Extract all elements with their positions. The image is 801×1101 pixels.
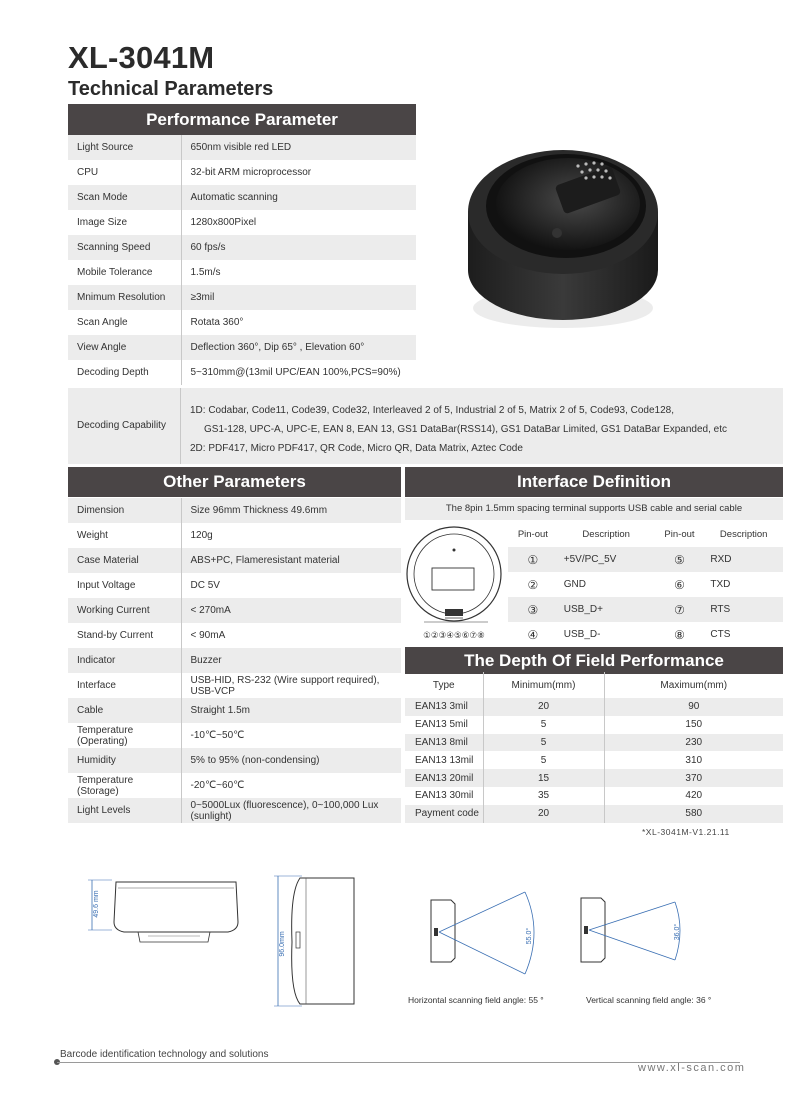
barcode-type: EAN13 8mil — [405, 734, 483, 752]
minimum-depth: 35 — [483, 787, 604, 805]
param-label: CPU — [68, 160, 181, 185]
depth-of-field-table — [405, 672, 783, 823]
table-row — [508, 572, 783, 597]
decoding-capability-row — [68, 388, 783, 464]
vertical-angle-caption: Vertical scanning field angle: 36 ° — [586, 995, 712, 1005]
pin-description: RXD — [704, 547, 783, 572]
table-row — [508, 547, 783, 572]
maximum-depth: 230 — [604, 734, 783, 752]
minimum-depth: 5 — [483, 716, 604, 734]
table-row — [68, 773, 401, 798]
pin-number: ⑥ — [674, 577, 685, 592]
param-label: Indicator — [68, 648, 181, 673]
param-value: Rotata 360° — [190, 317, 244, 328]
table-row — [68, 335, 416, 360]
pin-description: USB_D- — [563, 629, 601, 640]
pin-number: ⑤ — [655, 547, 705, 572]
table-row — [68, 748, 401, 773]
param-label: Stand-by Current — [68, 623, 181, 648]
table-row — [68, 235, 416, 260]
depth-of-field-heading: The Depth Of Field Performance — [405, 647, 783, 674]
table-row — [68, 285, 416, 310]
diameter-dimension-label: 96.0mm — [279, 931, 286, 957]
param-value: ABS+PC, Flameresistant material — [181, 548, 401, 573]
param-label: Case Material — [68, 548, 181, 573]
maximum-depth: 420 — [685, 790, 703, 802]
table-row — [68, 623, 401, 648]
pin-number: ④ — [527, 627, 539, 642]
pin-description: RTS — [704, 597, 783, 622]
param-label: Temperature (Operating) — [68, 723, 181, 748]
param-label: View Angle — [68, 335, 181, 360]
param-label: Mnimum Resolution — [68, 285, 181, 310]
maximum-depth: 310 — [685, 754, 703, 766]
height-dimension-drawing — [88, 872, 248, 952]
pinout-column-header: Pin-out — [517, 529, 548, 540]
other-parameters-table — [68, 498, 401, 823]
param-value: 0~5000Lux (fluorescence), 0~100,000 Lux (sunlight) — [181, 798, 401, 823]
table-row — [405, 698, 783, 716]
pin-number: ② — [527, 577, 539, 592]
param-label: Working Current — [68, 598, 181, 623]
param-value: Straight 1.5m — [181, 698, 401, 723]
param-value: 5% to 95% (non-condensing) — [181, 748, 401, 773]
maximum-depth: 90 — [604, 698, 783, 716]
interface-heading: Interface Definition — [405, 467, 783, 497]
product-model: XL-3041M — [68, 40, 215, 75]
param-value: 60 fps/s — [181, 235, 416, 260]
param-value: USB-HID, RS-232 (Wire support required), USB-VCP — [190, 674, 380, 697]
param-value: Automatic scanning — [181, 185, 416, 210]
param-label: Weight — [68, 523, 181, 548]
table-row — [508, 597, 783, 622]
pin-description: +5V/PC_5V — [558, 547, 655, 572]
decoding-2d-line: 2D: PDF417, Micro PDF417, QR Code, Micro QR, Data Matrix, Aztec Code — [190, 443, 523, 454]
pin-description: TXD — [710, 579, 731, 590]
performance-heading: Performance Parameter — [68, 104, 416, 135]
barcode-type: EAN13 5mil — [405, 716, 483, 734]
depth-header-row — [405, 672, 783, 698]
decoding-capability-label: Decoding Capability — [68, 388, 181, 464]
table-row — [68, 160, 416, 185]
description-column-header: Description — [582, 529, 630, 540]
barcode-type: EAN13 20mil — [405, 769, 483, 787]
performance-table — [68, 135, 416, 385]
pin-description: USB_D+ — [558, 597, 655, 622]
pin-number-strip: ①②③④⑤⑥⑦⑧ — [423, 631, 485, 641]
table-row — [405, 805, 783, 823]
maximum-column-header: Maximum(mm) — [660, 679, 728, 691]
param-value: -20℃~60℃ — [190, 780, 245, 791]
interface-note: The 8pin 1.5mm spacing terminal supports USB cable and serial cable — [405, 498, 783, 520]
pin-description: CTS — [710, 629, 731, 640]
pinout-table — [508, 522, 783, 647]
param-label: Decoding Depth — [68, 360, 181, 385]
table-row — [68, 723, 401, 748]
table-row — [405, 787, 783, 805]
table-row — [405, 734, 783, 752]
param-label: Cable — [68, 698, 181, 723]
table-row — [405, 769, 783, 787]
param-label: Scan Angle — [68, 310, 181, 335]
param-label: Temperature (Storage) — [68, 773, 181, 798]
pin-number: ⑧ — [674, 627, 685, 642]
minimum-depth: 20 — [483, 698, 604, 716]
pinout-column-header: Pin-out — [664, 529, 695, 540]
param-value: ≥3mil — [181, 285, 416, 310]
table-row — [68, 573, 401, 598]
param-value: 120g — [190, 530, 213, 541]
pin-number: ⑦ — [655, 597, 705, 622]
param-value: < 270mA — [181, 598, 401, 623]
table-row — [68, 698, 401, 723]
horizontal-angle-caption: Horizontal scanning field angle: 55 ° — [408, 995, 544, 1005]
minimum-depth: 20 — [483, 805, 604, 823]
table-row — [68, 673, 401, 698]
param-label: Interface — [68, 673, 181, 698]
param-label: Input Voltage — [68, 573, 181, 598]
pin-number: ① — [508, 547, 558, 572]
param-value: Deflection 360°, Dip 65° , Elevation 60° — [181, 335, 416, 360]
table-row — [68, 135, 416, 160]
table-row — [68, 210, 416, 235]
decoding-1d-line: 1D: Codabar, Code11, Code39, Code32, Interleaved 2 of 5, Industrial 2 of 5, Matrix 2 of 5, Code93, Code128, — [190, 405, 675, 416]
table-row — [68, 310, 416, 335]
param-value: -10℃~50℃ — [190, 730, 245, 741]
other-parameters-heading: Other Parameters — [68, 467, 401, 497]
param-value: 5~310mm@(13mil UPC/EAN 100%,PCS=90%) — [190, 367, 401, 378]
barcode-type: EAN13 3mil — [405, 698, 483, 716]
page-subtitle: Technical Parameters — [68, 78, 274, 100]
table-row — [68, 360, 416, 385]
vertical-angle-drawing — [575, 888, 695, 970]
vertical-angle-label: 36.0° — [674, 923, 681, 941]
type-column-header: Type — [405, 672, 483, 698]
param-label: Scan Mode — [68, 185, 181, 210]
param-label: Light Source — [68, 135, 181, 160]
table-row — [68, 798, 401, 823]
param-value: Buzzer — [181, 648, 401, 673]
param-value: 1.5m/s — [190, 267, 221, 278]
param-value: DC 5V — [190, 580, 220, 591]
product-photo — [460, 130, 665, 335]
barcode-type: EAN13 30mil — [405, 787, 483, 805]
horizontal-angle-label: 55.0° — [526, 927, 533, 945]
table-row — [68, 498, 401, 523]
table-row — [68, 185, 416, 210]
version-code: *XL-3041M-V1.21.11 — [642, 827, 730, 837]
table-row — [68, 523, 401, 548]
table-row — [405, 751, 783, 769]
table-row — [508, 622, 783, 647]
maximum-depth: 370 — [604, 769, 783, 787]
param-label: Dimension — [68, 498, 181, 523]
param-label: Scanning Speed — [68, 235, 181, 260]
table-row — [68, 260, 416, 285]
param-value: 1280x800Pixel — [190, 217, 257, 228]
table-row — [68, 648, 401, 673]
minimum-depth: 5 — [483, 734, 604, 752]
param-label: Light Levels — [68, 798, 181, 823]
pin-description: GND — [563, 579, 587, 590]
minimum-column-header: Minimum(mm) — [483, 672, 604, 698]
param-value: Size 96mm Thickness 49.6mm — [181, 498, 401, 523]
pin-number: ③ — [508, 597, 558, 622]
maximum-depth: 580 — [604, 805, 783, 823]
table-row — [68, 548, 401, 573]
param-label: Image Size — [68, 210, 181, 235]
barcode-type: EAN13 13mil — [405, 751, 483, 769]
table-row — [68, 598, 401, 623]
pinout-header-row — [508, 522, 783, 547]
connector-diagram — [403, 526, 506, 644]
footer-website-link[interactable]: www.xl-scan.com — [638, 1062, 746, 1074]
param-label: Humidity — [68, 748, 181, 773]
horizontal-angle-drawing — [425, 880, 565, 980]
diameter-dimension-drawing — [270, 872, 365, 1012]
footer-tagline: Barcode identification technology and solutions — [60, 1049, 269, 1060]
height-dimension-label: 49.6 mm — [93, 890, 100, 918]
minimum-depth: 5 — [483, 751, 604, 769]
description-column-header: Description — [719, 529, 768, 540]
param-label: Mobile Tolerance — [68, 260, 181, 285]
minimum-depth: 15 — [483, 769, 604, 787]
param-value: 650nm visible red LED — [181, 135, 416, 160]
table-row — [405, 716, 783, 734]
param-value: < 90mA — [190, 630, 226, 641]
barcode-type: Payment code — [405, 805, 483, 823]
decoding-1d-line-continued: GS1-128, UPC-A, UPC-E, EAN 8, EAN 13, GS1 DataBar(RSS14), GS1 DataBar Limited, GS1 DataBar Expanded, etc — [204, 424, 728, 435]
maximum-depth: 150 — [685, 719, 703, 731]
param-value: 32-bit ARM microprocessor — [190, 167, 312, 178]
